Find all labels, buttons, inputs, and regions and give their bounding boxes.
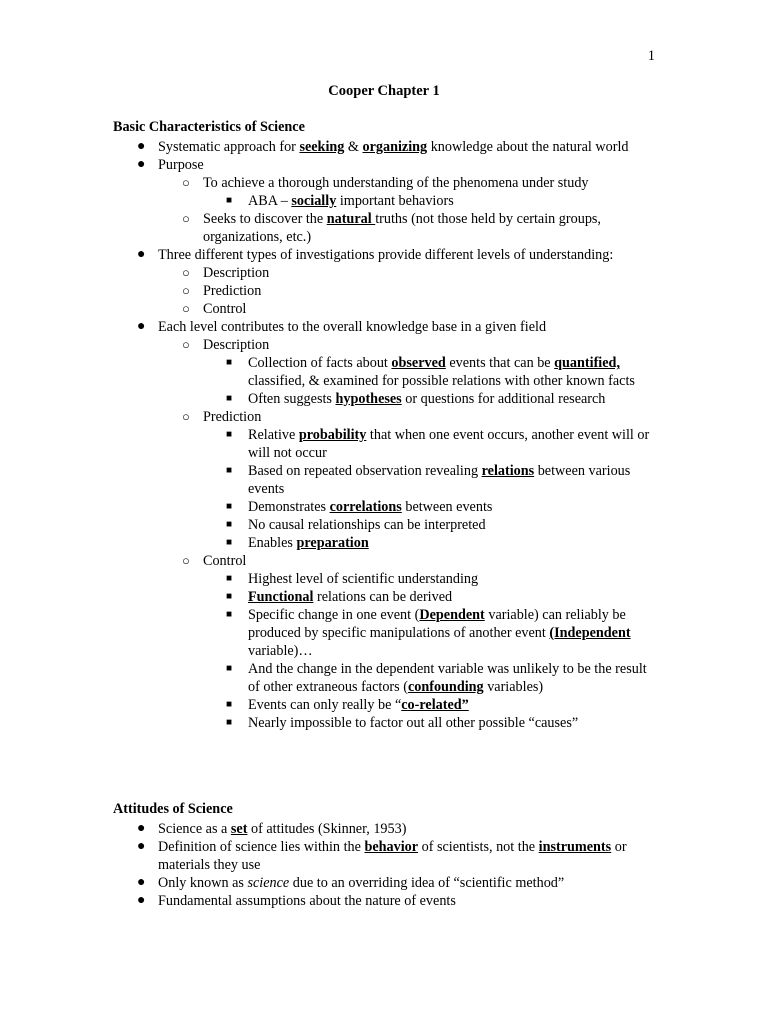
bullet-icon: ■ — [226, 537, 233, 548]
bullet-icon: ○ — [182, 553, 190, 568]
bullet-icon: ○ — [182, 265, 190, 280]
emphasis-term: probability — [298, 427, 367, 443]
list-item — [113, 192, 658, 210]
list-item-text — [248, 534, 658, 552]
list-item-text — [248, 354, 658, 390]
text-run: truths (not those held by certain groups, organizations, etc.) — [203, 211, 601, 245]
bullet-icon: ■ — [226, 591, 233, 602]
bullet-icon: ● — [137, 875, 146, 890]
emphasis-term: behavior — [364, 839, 419, 855]
bullet-icon: ■ — [226, 195, 233, 206]
list-item-text — [248, 192, 658, 210]
text-run: To achieve a thorough understanding of the phenomena under study — [203, 175, 589, 191]
italic-term: science — [247, 875, 290, 891]
list-item — [113, 318, 658, 336]
list-item-text — [158, 838, 658, 874]
list-item-text — [158, 318, 658, 336]
section-attitudes — [113, 800, 658, 910]
text-run: Relative — [248, 427, 299, 443]
text-run: Specific change in one event ( — [248, 607, 420, 623]
text-run: Description — [203, 265, 270, 281]
text-run: Collection of facts about — [248, 355, 392, 371]
text-run: Prediction — [203, 283, 262, 299]
emphasis-term: (Independent — [549, 625, 631, 641]
text-run: of scientists, not the — [418, 839, 539, 855]
emphasis-term: relations — [481, 463, 535, 479]
list-item — [113, 820, 658, 838]
list-item — [113, 534, 658, 552]
list-item-text — [158, 874, 658, 892]
list-item — [113, 588, 658, 606]
text-run: important behaviors — [336, 193, 454, 209]
list-item-text — [203, 174, 658, 192]
text-run: Control — [203, 301, 247, 317]
text-run: events that can be — [445, 355, 555, 371]
bullet-icon: ● — [137, 893, 146, 908]
bullet-icon: ○ — [182, 283, 190, 298]
emphasis-term: seeking — [299, 139, 345, 155]
bullet-icon: ● — [137, 821, 146, 836]
bullet-icon: ■ — [226, 717, 233, 728]
emphasis-term: organizing — [362, 139, 428, 155]
text-run: or materials they use — [158, 839, 627, 873]
text-run: Enables — [248, 535, 297, 551]
text-run: No causal relationships can be interpreted — [248, 517, 486, 533]
list-item — [113, 246, 658, 264]
text-run: variables) — [483, 679, 544, 695]
list-item — [113, 498, 658, 516]
outline-list — [113, 820, 658, 910]
text-run: Fundamental assumptions about the nature of events — [158, 893, 456, 909]
list-item — [113, 570, 658, 588]
emphasis-term: hypotheses — [335, 391, 402, 407]
text-run: Seeks to discover the — [203, 211, 327, 227]
bullet-icon: ■ — [226, 501, 233, 512]
text-run: Only known as — [158, 875, 248, 891]
list-item-text — [203, 210, 658, 246]
bullet-icon: ● — [137, 319, 146, 334]
text-run: due to an overriding idea of “scientific method” — [289, 875, 565, 891]
list-item-text — [248, 462, 658, 498]
list-item-text — [248, 696, 658, 714]
list-item — [113, 264, 658, 282]
list-item-text — [248, 606, 658, 660]
emphasis-term: confounding — [407, 679, 484, 695]
bullet-icon: ● — [137, 157, 146, 172]
emphasis-term: Functional — [248, 589, 314, 605]
emphasis-term: quantified, — [554, 355, 620, 371]
list-item-text — [203, 282, 658, 300]
text-run: & — [344, 139, 363, 155]
page-title: Cooper Chapter 1 — [328, 83, 440, 99]
section-heading: Basic Characteristics of Science — [113, 119, 305, 135]
list-item-text — [203, 300, 658, 318]
list-item-text — [203, 264, 658, 282]
list-item-text — [248, 516, 658, 534]
list-item-text — [203, 336, 658, 354]
list-item — [113, 838, 658, 874]
list-item — [113, 156, 658, 174]
list-item — [113, 300, 658, 318]
bullet-icon: ○ — [182, 337, 190, 352]
text-run: Events can only really be “ — [248, 697, 402, 713]
bullet-icon: ■ — [226, 519, 233, 530]
text-run: classified, & examined for possible relations with other known facts — [248, 373, 635, 389]
list-item — [113, 874, 658, 892]
emphasis-term: Dependent — [419, 607, 485, 623]
list-item — [113, 714, 658, 732]
list-item-text — [248, 498, 658, 516]
list-item — [113, 892, 658, 910]
list-item — [113, 462, 658, 498]
text-run: Science as a — [158, 821, 231, 837]
list-item — [113, 174, 658, 192]
list-item — [113, 606, 658, 660]
section-basic-characteristics — [113, 118, 658, 732]
list-item — [113, 354, 658, 390]
text-run: ABA – — [248, 193, 292, 209]
text-run: Purpose — [158, 157, 204, 173]
list-item-text — [248, 570, 658, 588]
list-item — [113, 282, 658, 300]
emphasis-term: co-related” — [401, 697, 469, 713]
list-item — [113, 696, 658, 714]
list-item-text — [158, 138, 658, 156]
emphasis-term: observed — [391, 355, 446, 371]
list-item-text — [203, 408, 658, 426]
text-run: Description — [203, 337, 270, 353]
text-run: that when one event occurs, another event will or will not occur — [248, 427, 650, 461]
outline-list — [113, 138, 658, 732]
bullet-icon: ● — [137, 139, 146, 154]
text-run: knowledge about the natural world — [427, 139, 629, 155]
text-run: or questions for additional research — [401, 391, 606, 407]
text-run: Based on repeated observation revealing — [248, 463, 482, 479]
list-item — [113, 408, 658, 426]
text-run: Each level contributes to the overall knowledge base in a given field — [158, 319, 547, 335]
list-item — [113, 138, 658, 156]
text-run: variable) can reliably be produced by specific manipulations of another event — [248, 607, 626, 641]
list-item-text — [248, 426, 658, 462]
text-run: Nearly impossible to factor out all other possible “causes” — [248, 715, 579, 731]
text-run: Often suggests — [248, 391, 336, 407]
list-item-text — [158, 892, 658, 910]
list-item-text — [248, 660, 658, 696]
list-item-text — [158, 156, 658, 174]
list-item — [113, 210, 658, 246]
emphasis-term: instruments — [538, 839, 612, 855]
bullet-icon: ● — [137, 839, 146, 854]
text-run: Prediction — [203, 409, 262, 425]
bullet-icon: ● — [137, 247, 146, 262]
bullet-icon: ■ — [226, 609, 233, 620]
bullet-icon: ■ — [226, 393, 233, 404]
list-item — [113, 516, 658, 534]
bullet-icon: ○ — [182, 409, 190, 424]
page-number: 1 — [647, 48, 655, 64]
text-run: Highest level of scientific understanding — [248, 571, 479, 587]
bullet-icon: ○ — [182, 211, 190, 226]
list-item — [113, 552, 658, 570]
text-run: Demonstrates — [248, 499, 330, 515]
emphasis-term: set — [230, 821, 248, 837]
text-run: Three different types of investigations provide different levels of understanding: — [158, 247, 614, 263]
bullet-icon: ■ — [226, 357, 233, 368]
bullet-icon: ■ — [226, 573, 233, 584]
emphasis-term: natural — [326, 211, 376, 227]
bullet-icon: ■ — [226, 429, 233, 440]
emphasis-term: socially — [291, 193, 337, 209]
list-item-text — [158, 246, 658, 264]
bullet-icon: ■ — [226, 465, 233, 476]
section-heading: Attitudes of Science — [113, 801, 233, 817]
text-run: Control — [203, 553, 247, 569]
text-run: between various events — [248, 463, 631, 497]
list-item-text — [248, 714, 658, 732]
list-item — [113, 660, 658, 696]
list-item-text — [248, 390, 658, 408]
list-item-text — [203, 552, 658, 570]
bullet-icon: ■ — [226, 663, 233, 674]
emphasis-term: preparation — [296, 535, 369, 551]
list-item — [113, 336, 658, 354]
text-run: between events — [401, 499, 493, 515]
emphasis-term: correlations — [329, 499, 402, 515]
list-item-text — [248, 588, 658, 606]
list-item — [113, 390, 658, 408]
list-item — [113, 426, 658, 462]
text-run: And the change in the dependent variable was unlikely to be the result of other extraneous factors ( — [248, 661, 647, 695]
text-run: variable)… — [248, 643, 313, 659]
bullet-icon: ■ — [226, 699, 233, 710]
bullet-icon: ○ — [182, 301, 190, 316]
text-run: Definition of science lies within the — [158, 839, 365, 855]
text-run: relations can be derived — [313, 589, 453, 605]
text-run: of attitudes (Skinner, 1953) — [247, 821, 407, 837]
list-item-text — [158, 820, 658, 838]
text-run: Systematic approach for — [158, 139, 300, 155]
bullet-icon: ○ — [182, 175, 190, 190]
